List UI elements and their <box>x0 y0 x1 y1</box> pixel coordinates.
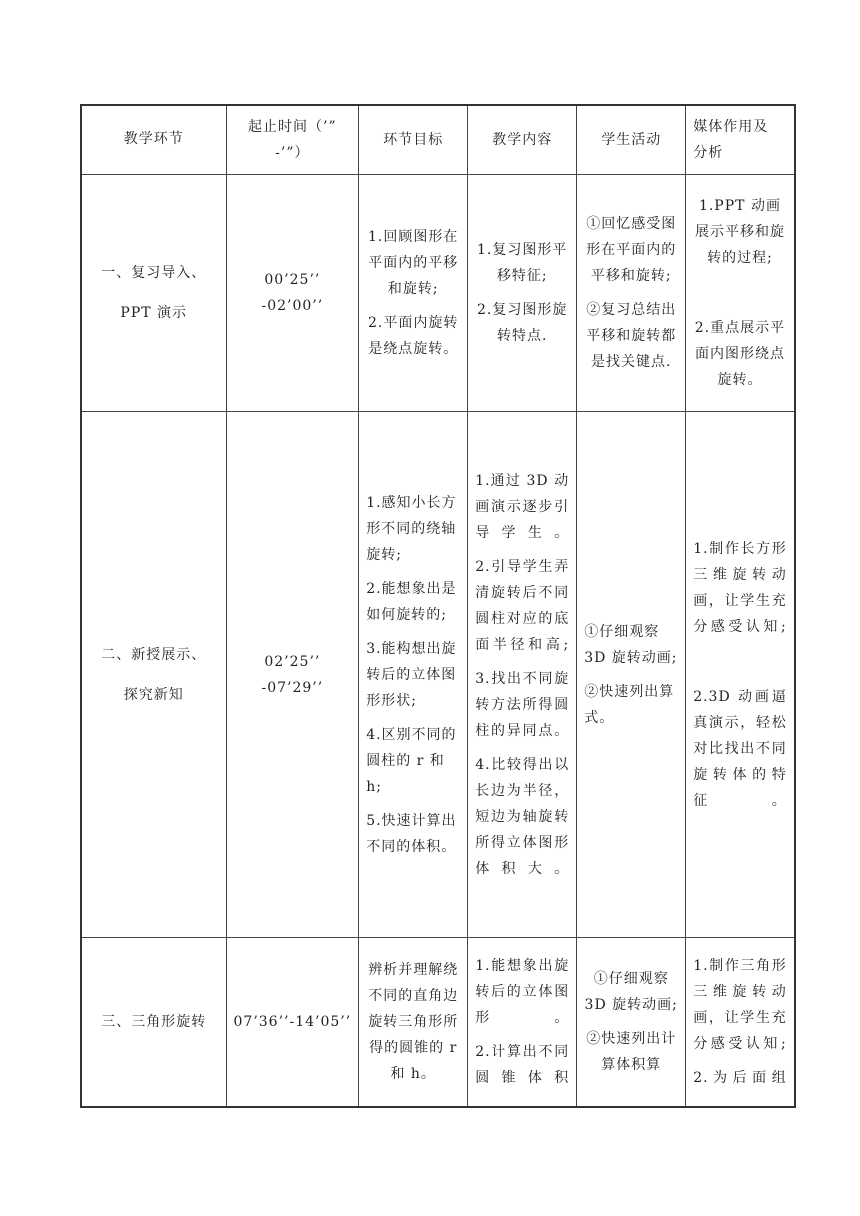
table-row <box>81 412 795 938</box>
goal-item: 辨析并理解绕不同的直角边旋转三角形所得的圆锥的 r 和 h。 <box>368 962 459 1082</box>
phase-line1: 二、新授展示、 <box>101 646 207 663</box>
content-item: 1.复习图形平移特征; <box>477 242 568 284</box>
header-time-line2: -’”） <box>275 145 310 161</box>
goal-cell <box>359 412 468 938</box>
media-item: 1.制作三角形三维旋转动画，让学生充分感受认知; <box>693 958 787 1052</box>
header-goal: 环节目标 <box>359 105 468 175</box>
media-item: 1.制作长方形三维旋转动画，让学生充分感受认知; <box>693 540 787 635</box>
activity-item: ②快速列出算式。 <box>584 683 675 726</box>
phase-line2: PPT 演示 <box>120 305 188 321</box>
table-row <box>81 175 795 412</box>
phase-line2: 探究新知 <box>123 686 184 703</box>
media-cell <box>686 938 795 1108</box>
phase-cell <box>81 412 226 938</box>
content-item: 2.引导学生弄清旋转后不同圆柱对应的底面半径和高; <box>475 558 570 653</box>
content-item: 2.复习图形旋转特点. <box>477 302 568 344</box>
goal-item: 2.能想象出是如何旋转的; <box>366 580 457 623</box>
activity-item: ①仔细观察 3D 旋转动画; <box>584 971 678 1013</box>
content-cell <box>468 412 577 938</box>
activity-item: ①回忆感受图形在平面内的平移和旋转; <box>586 216 677 284</box>
content-cell <box>468 938 577 1108</box>
header-media-line1: 媒体作用及 <box>693 119 769 135</box>
activity-item: ②复习总结出平移和旋转都是找关键点. <box>586 302 677 370</box>
header-phase: 教学环节 <box>81 105 226 175</box>
content-item: 2.计算出不同圆锥体积 <box>475 1044 570 1086</box>
content-item: 3.找出不同旋转方法所得圆柱的异同点。 <box>475 670 570 739</box>
content-item: 1.通过 3D 动画演示逐步引导学生。 <box>475 472 570 541</box>
media-cell <box>686 175 795 412</box>
time-cell: 00’25’’ -02’00’’ <box>226 175 359 412</box>
media-item: 1.PPT 动画展示平移和旋转的过程; <box>694 198 785 266</box>
header-activity: 学生活动 <box>577 105 686 175</box>
content-item: 4.比较得出以长边为半径，短边为轴旋转所得立体图形体积大。 <box>475 756 570 877</box>
time-cell: 02’25’’ -07’29’’ <box>226 412 359 938</box>
goal-item: 1.回顾图形在平面内的平移和旋转; <box>368 229 459 297</box>
phase-cell: 三、三角形旋转 <box>81 938 226 1108</box>
goal-item: 3.能构想出旋转后的立体图形形状; <box>366 640 457 709</box>
phase-cell <box>81 175 226 412</box>
content-cell <box>468 175 577 412</box>
goal-item: 1.感知小长方形不同的绕轴旋转; <box>366 494 457 563</box>
activity-item: ②快速列出计算体积算 <box>586 1031 677 1073</box>
header-media-line2: 分析 <box>693 145 724 161</box>
header-media <box>686 105 795 175</box>
header-content: 教学内容 <box>468 105 577 175</box>
activity-cell <box>577 938 686 1108</box>
table-header-row <box>81 105 795 175</box>
time-cell: 07’36’’-14’05’’ <box>226 938 359 1108</box>
media-item: 2.3D 动画逼真演示，轻松对比找出不同旋转体的特征。 <box>693 688 787 809</box>
activity-cell <box>577 175 686 412</box>
goal-item: 4.区别不同的圆柱的 r 和 h; <box>366 726 457 795</box>
lesson-plan-table <box>80 104 796 1108</box>
content-item: 1.能想象出旋转后的立体图形。 <box>475 958 570 1026</box>
header-time <box>226 105 359 175</box>
media-item: 2.为后面组 <box>693 1070 787 1086</box>
phase-line1: 一、复习导入、 <box>101 265 207 281</box>
media-item: 2.重点展示平面内图形绕点旋转。 <box>694 320 786 388</box>
goal-item: 2.平面内旋转是绕点旋转。 <box>368 315 459 357</box>
goal-cell <box>359 175 468 412</box>
goal-item: 5.快速计算出不同的体积。 <box>366 812 457 855</box>
media-cell <box>686 412 795 938</box>
activity-item: ①仔细观察 3D 旋转动画; <box>584 623 678 666</box>
header-time-line1: 起止时间（’” <box>248 119 337 135</box>
table-row <box>81 938 795 1108</box>
goal-cell <box>359 938 468 1108</box>
activity-cell <box>577 412 686 938</box>
